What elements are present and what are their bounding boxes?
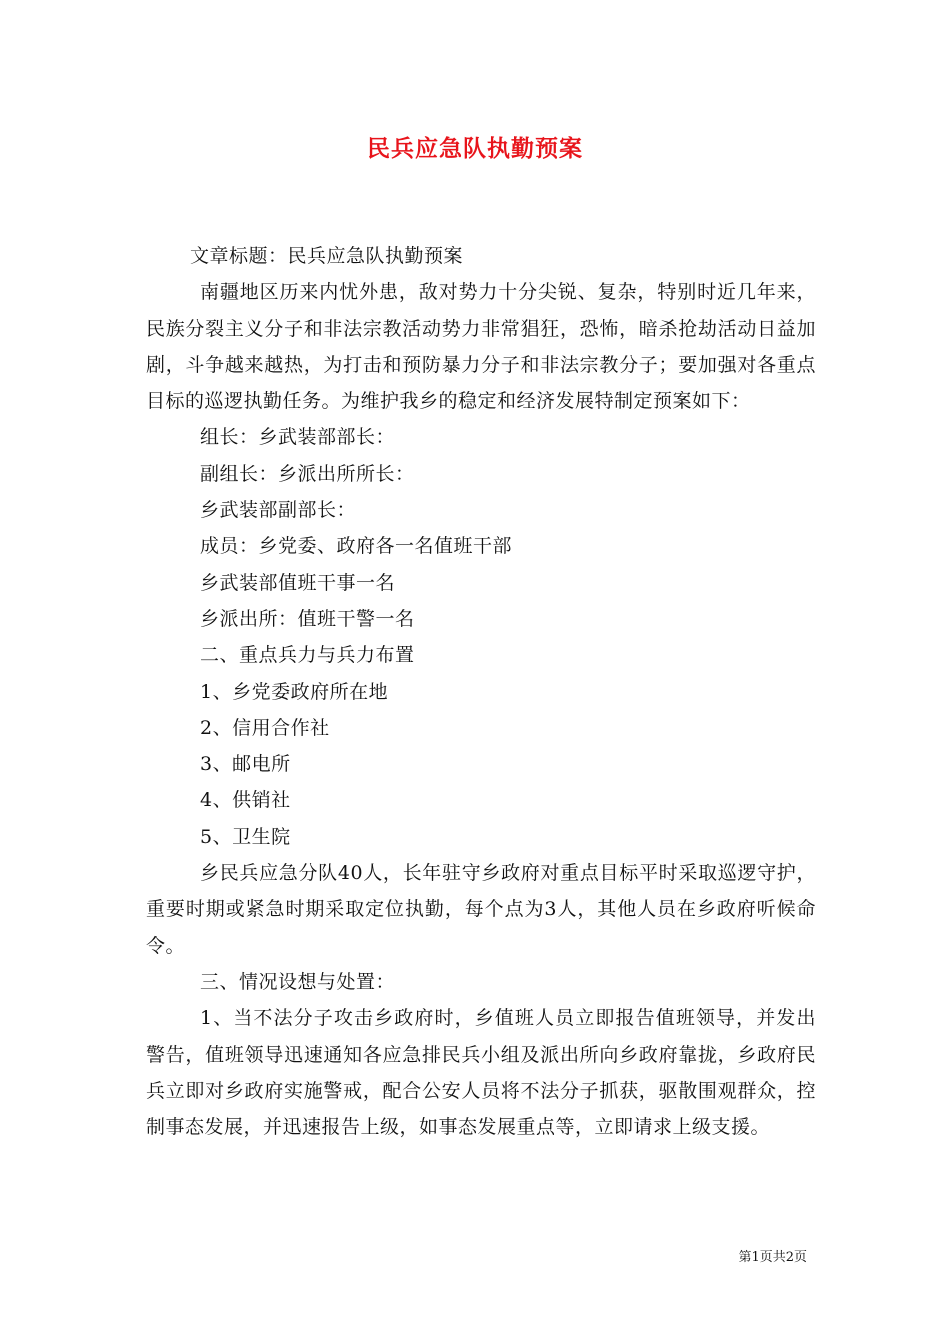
- members-line-3: 乡派出所：值班干警一名: [200, 607, 415, 630]
- list-item: 3、邮电所: [200, 753, 291, 776]
- article-title-line: 文章标题：民兵应急队执勤预案: [190, 245, 464, 267]
- leader-line: 组长：乡武装部部长：: [200, 426, 396, 449]
- members-line: 成员：乡党委、政府各一名值班干部: [200, 535, 513, 558]
- intro-paragraph: 南疆地区历来内忧外患，敌对势力十分尖锐、复杂，特别时近几年来，民族分裂主义分子和非法宗教活动势力非常猖狂，恐怖，暗杀抢劫活动日益加剧，斗争越来越热，为打击和预防暴力分子和非法宗教分子；要加强对各重点目标的巡逻执勤任务。为维护我乡的稳定和经济发展特制定预案如下：: [146, 281, 816, 413]
- members-line-2: 乡武装部值班干事一名: [200, 571, 396, 594]
- document-body: [146, 238, 816, 1145]
- deployment-paragraph: 乡民兵应急分队40人，长年驻守乡政府对重点目标平时采取巡逻守护，重要时期或紧急时期采取定位执勤，每个点为3人，其他人员在乡政府听候命令。: [146, 862, 816, 957]
- section-heading-3: 三、情况设想与处置：: [200, 970, 396, 993]
- response-paragraph: 1、当不法分子攻击乡政府时，乡值班人员立即报告值班领导，并发出警告，值班领导迅速通知各应急排民兵小组及派出所向乡政府靠拢，乡政府民兵立即对乡政府实施警戒，配合公安人员将不法分子抓获，驱散围观群众，控制事态发展，并迅速报告上级，如事态发展重点等，立即请求上级支援。: [146, 1007, 816, 1139]
- deputy-minister-line: 乡武装部副部长：: [200, 499, 357, 522]
- section-heading-2: 二、重点兵力与兵力布置: [200, 644, 415, 667]
- page-number-footer: 第1页共2页: [738, 1250, 807, 1265]
- list-item: 4、供销社: [200, 789, 291, 812]
- list-item: 5、卫生院: [200, 825, 291, 848]
- list-item: 2、信用合作社: [200, 716, 330, 739]
- deputy-leader-line: 副组长：乡派出所所长：: [200, 462, 415, 485]
- document-title: 民兵应急队执勤预案: [367, 135, 583, 162]
- list-item: 1、乡党委政府所在地: [200, 680, 389, 703]
